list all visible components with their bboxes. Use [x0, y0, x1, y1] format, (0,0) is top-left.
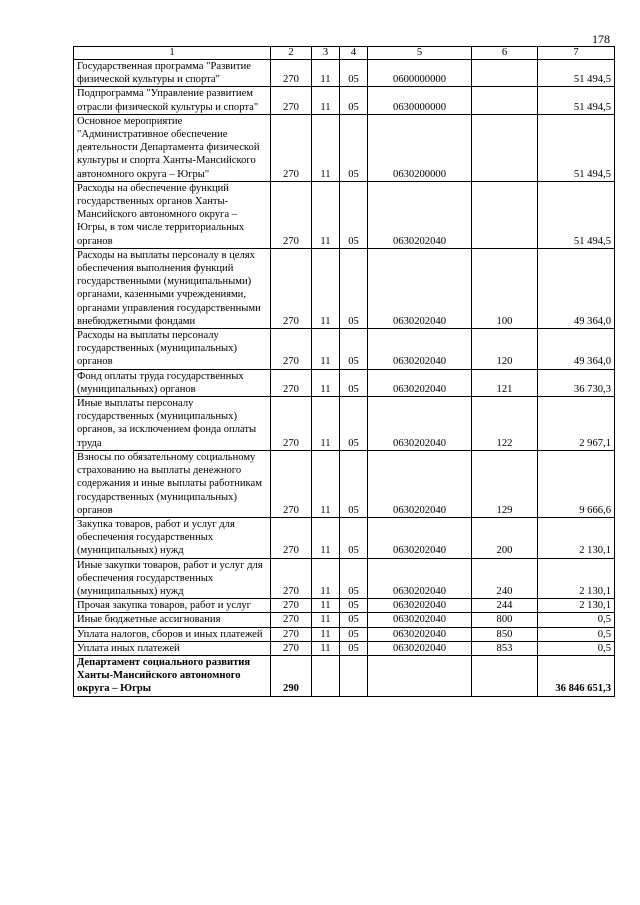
cell-target-article: 0630202040: [368, 627, 472, 641]
cell-section: 11: [312, 613, 340, 627]
cell-name: Уплата налогов, сборов и иных платежей: [74, 627, 271, 641]
header-cell: 2: [271, 47, 312, 60]
cell-section: 11: [312, 114, 340, 181]
cell-name: Прочая закупка товаров, работ и услуг: [74, 599, 271, 613]
cell-admin-code: 270: [271, 369, 312, 396]
cell-admin-code: 270: [271, 114, 312, 181]
cell-admin-code: 270: [271, 613, 312, 627]
table-row: [74, 517, 615, 558]
cell-expense-type: [472, 181, 538, 248]
cell-subsection: 05: [340, 558, 368, 599]
table-row: [74, 369, 615, 396]
cell-expense-type: 853: [472, 641, 538, 655]
cell-target-article: 0630202040: [368, 329, 472, 370]
table-row: [74, 641, 615, 655]
page-number: 178: [592, 32, 610, 46]
cell-target-article: 0630202040: [368, 599, 472, 613]
cell-target-article: 0630202040: [368, 641, 472, 655]
cell-target-article: 0630202040: [368, 248, 472, 328]
cell-name: Основное мероприятие "Административное обеспечение деятельности Департамента физической культуры и спорта Ханты-Мансийского автономного округа – Югры": [74, 114, 271, 181]
cell-subsection: 05: [340, 60, 368, 87]
table-body: [74, 60, 615, 697]
cell-section: 11: [312, 627, 340, 641]
header-cell: 3: [312, 47, 340, 60]
cell-admin-code: 270: [271, 181, 312, 248]
cell-name: Закупка товаров, работ и услуг для обеспечения государственных (муниципальных) нужд: [74, 517, 271, 558]
cell-amount: 9 666,6: [538, 450, 615, 517]
cell-expense-type: 244: [472, 599, 538, 613]
cell-subsection: 05: [340, 87, 368, 114]
cell-expense-type: [472, 114, 538, 181]
cell-section: 11: [312, 517, 340, 558]
cell-amount: 0,5: [538, 627, 615, 641]
cell-section: 11: [312, 599, 340, 613]
table-row: [74, 181, 615, 248]
cell-section: 11: [312, 450, 340, 517]
cell-section: [312, 655, 340, 696]
cell-name: Государственная программа "Развитие физической культуры и спорта": [74, 60, 271, 87]
cell-admin-code: 270: [271, 397, 312, 451]
cell-admin-code: 270: [271, 627, 312, 641]
cell-admin-code: 270: [271, 558, 312, 599]
cell-section: 11: [312, 248, 340, 328]
cell-expense-type: 122: [472, 397, 538, 451]
cell-amount: 51 494,5: [538, 60, 615, 87]
cell-amount: 0,5: [538, 613, 615, 627]
cell-amount: 0,5: [538, 641, 615, 655]
cell-name: Фонд оплаты труда государственных (муниципальных) органов: [74, 369, 271, 396]
cell-section: 11: [312, 60, 340, 87]
cell-name: Расходы на выплаты персоналу в целях обеспечения выполнения функций государственными (муниципальными) органами, казенными учреждениями, органами управления государственными внебюджетными фондами: [74, 248, 271, 328]
cell-expense-type: [472, 60, 538, 87]
cell-section: 11: [312, 87, 340, 114]
cell-amount: 51 494,5: [538, 114, 615, 181]
cell-amount: 2 130,1: [538, 558, 615, 599]
cell-target-article: 0630202040: [368, 517, 472, 558]
cell-name: Иные бюджетные ассигнования: [74, 613, 271, 627]
cell-section: 11: [312, 558, 340, 599]
cell-subsection: 05: [340, 450, 368, 517]
cell-target-article: 0630202040: [368, 181, 472, 248]
cell-amount: 36 846 651,3: [538, 655, 615, 696]
cell-subsection: [340, 655, 368, 696]
cell-admin-code: 270: [271, 329, 312, 370]
cell-target-article: 0630202040: [368, 397, 472, 451]
cell-amount: 51 494,5: [538, 87, 615, 114]
cell-section: 11: [312, 369, 340, 396]
cell-expense-type: 100: [472, 248, 538, 328]
cell-expense-type: 129: [472, 450, 538, 517]
cell-admin-code: 270: [271, 450, 312, 517]
cell-section: 11: [312, 329, 340, 370]
cell-subsection: 05: [340, 248, 368, 328]
table-row: [74, 397, 615, 451]
cell-expense-type: 850: [472, 627, 538, 641]
table-row: [74, 60, 615, 87]
cell-amount: 2 130,1: [538, 517, 615, 558]
cell-name: Иные закупки товаров, работ и услуг для обеспечения государственных (муниципальных) нужд: [74, 558, 271, 599]
cell-subsection: 05: [340, 641, 368, 655]
cell-admin-code: 290: [271, 655, 312, 696]
cell-subsection: 05: [340, 114, 368, 181]
header-cell: 7: [538, 47, 615, 60]
cell-section: 11: [312, 181, 340, 248]
table-row: [74, 450, 615, 517]
table-row: [74, 655, 615, 696]
cell-name: Уплата иных платежей: [74, 641, 271, 655]
cell-target-article: 0630000000: [368, 87, 472, 114]
cell-admin-code: 270: [271, 641, 312, 655]
table-row: [74, 599, 615, 613]
cell-expense-type: 240: [472, 558, 538, 599]
table-row: [74, 329, 615, 370]
cell-amount: 49 364,0: [538, 248, 615, 328]
cell-expense-type: 800: [472, 613, 538, 627]
cell-admin-code: 270: [271, 599, 312, 613]
cell-target-article: 0630202040: [368, 369, 472, 396]
budget-table: [73, 46, 615, 697]
cell-target-article: [368, 655, 472, 696]
cell-expense-type: [472, 87, 538, 114]
table-row: [74, 558, 615, 599]
cell-target-article: 0630202040: [368, 450, 472, 517]
cell-subsection: 05: [340, 599, 368, 613]
cell-target-article: 0600000000: [368, 60, 472, 87]
table-row: [74, 248, 615, 328]
cell-subsection: 05: [340, 329, 368, 370]
cell-name: Департамент социального развития Ханты-Мансийского автономного округа – Югры: [74, 655, 271, 696]
cell-amount: 51 494,5: [538, 181, 615, 248]
cell-amount: 49 364,0: [538, 329, 615, 370]
header-cell: 5: [368, 47, 472, 60]
cell-target-article: 0630202040: [368, 558, 472, 599]
cell-subsection: 05: [340, 517, 368, 558]
cell-section: 11: [312, 641, 340, 655]
cell-expense-type: 200: [472, 517, 538, 558]
table-row: [74, 87, 615, 114]
cell-expense-type: 120: [472, 329, 538, 370]
cell-subsection: 05: [340, 181, 368, 248]
cell-amount: 2 130,1: [538, 599, 615, 613]
cell-admin-code: 270: [271, 87, 312, 114]
cell-admin-code: 270: [271, 248, 312, 328]
cell-amount: 2 967,1: [538, 397, 615, 451]
header-cell: 4: [340, 47, 368, 60]
cell-subsection: 05: [340, 627, 368, 641]
cell-target-article: 0630202040: [368, 613, 472, 627]
cell-section: 11: [312, 397, 340, 451]
table-row: [74, 114, 615, 181]
cell-name: Иные выплаты персоналу государственных (муниципальных) органов, за исключением фонда оплаты труда: [74, 397, 271, 451]
cell-name: Подпрограмма "Управление развитием отрасли физической культуры и спорта": [74, 87, 271, 114]
cell-name: Взносы по обязательному социальному страхованию на выплаты денежного содержания и иные выплаты работникам государственных (муниципальных) органов: [74, 450, 271, 517]
table-row: [74, 627, 615, 641]
header-cell: 6: [472, 47, 538, 60]
cell-subsection: 05: [340, 613, 368, 627]
cell-target-article: 0630200000: [368, 114, 472, 181]
header-cell: 1: [74, 47, 271, 60]
cell-subsection: 05: [340, 397, 368, 451]
cell-name: Расходы на выплаты персоналу государственных (муниципальных) органов: [74, 329, 271, 370]
table-row: [74, 613, 615, 627]
table-header-row: [74, 47, 615, 60]
cell-expense-type: 121: [472, 369, 538, 396]
cell-subsection: 05: [340, 369, 368, 396]
cell-admin-code: 270: [271, 60, 312, 87]
cell-name: Расходы на обеспечение функций государственных органов Ханты-Мансийского автономного округа – Югры, в том числе территориальных органов: [74, 181, 271, 248]
cell-expense-type: [472, 655, 538, 696]
cell-amount: 36 730,3: [538, 369, 615, 396]
cell-admin-code: 270: [271, 517, 312, 558]
